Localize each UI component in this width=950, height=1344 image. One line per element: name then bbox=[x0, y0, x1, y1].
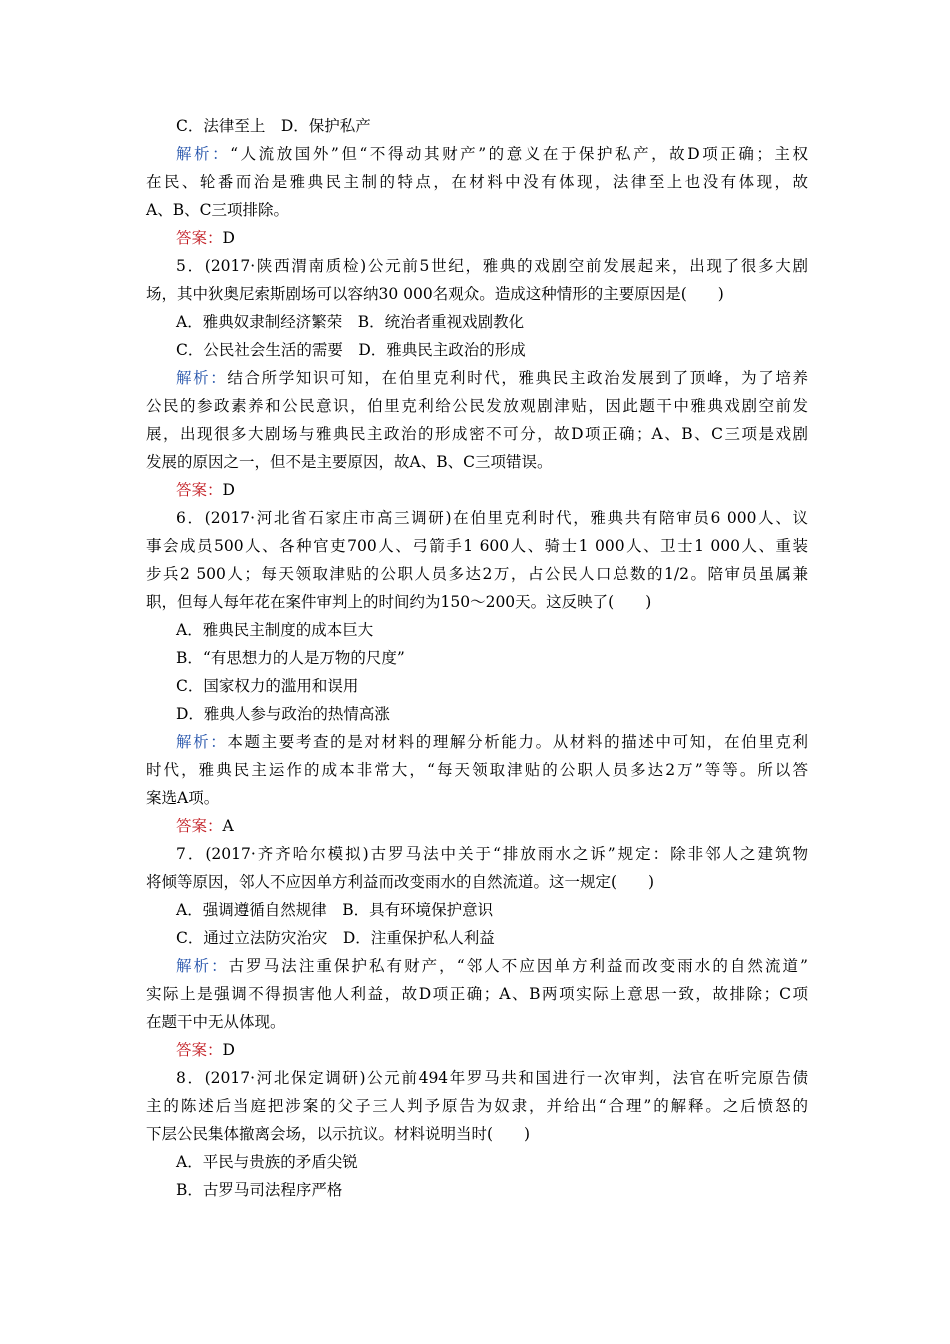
q6-option-c: C．国家权力的滥用和误用 bbox=[176, 677, 359, 695]
q6-option-b: B．“有思想力的人是万物的尺度” bbox=[176, 649, 405, 667]
q8-option-b: B．古罗马司法程序严格 bbox=[176, 1181, 343, 1199]
answer-value: D bbox=[222, 481, 235, 499]
q4-analysis-line-3: A、B、C三项排除。 bbox=[146, 201, 289, 219]
answer-value: D bbox=[222, 229, 235, 247]
q7-analysis-line-1: 解析：古罗马法注重保护私有财产，“邻人不应因单方利益而改变雨水的自然流道” bbox=[176, 957, 808, 975]
q5-analysis-line-2: 公民的参政素养和公民意识，伯里克利给公民发放观剧津贴，因此题干中雅典戏剧空前发 bbox=[146, 397, 808, 415]
analysis-label: 解析： bbox=[176, 733, 228, 751]
q7-stem-line-2: 将倾等原因，邻人不应因单方利益而改变雨水的自然流道。这一规定( ) bbox=[146, 873, 655, 891]
q5-analysis-line-3: 展，出现很多大剧场与雅典民主政治的形成密不可分，故D项正确；A、B、C三项是戏剧 bbox=[146, 425, 808, 443]
q4-analysis-line-1: 解析：“人流放国外”但“不得动其财产”的意义在于保护私产，故D项正确；主权 bbox=[176, 145, 808, 163]
q6-option-a: A．雅典民主制度的成本巨大 bbox=[176, 621, 374, 639]
q7-options-ab: A．强调遵循自然规律 B．具有环境保护意识 bbox=[176, 901, 494, 919]
q7-options-cd: C．通过立法防灾治灾 D．注重保护私人利益 bbox=[176, 929, 495, 947]
q8-option-a: A．平民与贵族的矛盾尖锐 bbox=[176, 1153, 358, 1171]
q6-answer bbox=[146, 812, 808, 840]
q7-analysis-line-2: 实际上是强调不得损害他人利益，故D项正确；A、B两项实际上意思一致，故排除；C项 bbox=[146, 985, 808, 1003]
q8-stem-line-3: 下层公民集体撤离会场，以示抗议。材料说明当时( ) bbox=[146, 1125, 531, 1143]
q5-options-cd: C．公民社会生活的需要 D．雅典民主政治的形成 bbox=[176, 341, 526, 359]
q5-options-ab: A．雅典奴隶制经济繁荣 B．统治者重视戏剧教化 bbox=[176, 313, 525, 331]
answer-label: 答案： bbox=[176, 229, 223, 247]
q5-stem-line-2: 场，其中狄奥尼索斯剧场可以容纳30 000名观众。造成这种情形的主要原因是( ) bbox=[146, 285, 724, 303]
analysis-label: 解析： bbox=[176, 369, 228, 387]
q8-stem-line-1: 8．(2017·河北保定调研)公元前494年罗马共和国进行一次审判，法官在听完原告债 bbox=[176, 1069, 808, 1087]
document-page bbox=[146, 112, 808, 1204]
q6-analysis-line-2: 时代，雅典民主运作的成本非常大，“每天领取津贴的公职人员多达2万”等等。所以答 bbox=[146, 761, 808, 779]
q5-answer bbox=[146, 476, 808, 504]
q5-analysis-line-4: 发展的原因之一，但不是主要原因，故A、B、C三项错误。 bbox=[146, 453, 553, 471]
analysis-label: 解析： bbox=[176, 957, 229, 975]
q6-option-d: D．雅典人参与政治的热情高涨 bbox=[176, 705, 390, 723]
q4-options-cd: C．法律至上 D．保护私产 bbox=[176, 117, 371, 135]
q6-stem-line-4: 职，但每人每年花在案件审判上的时间约为150～200天。这反映了( ) bbox=[146, 593, 652, 611]
q6-stem-line-1: 6．(2017·河北省石家庄市高三调研)在伯里克利时代，雅典共有陪审员6 000人、议 bbox=[176, 509, 808, 527]
answer-value: D bbox=[222, 1041, 235, 1059]
q4-answer bbox=[146, 224, 808, 252]
q8-stem-line-2: 主的陈述后当庭把涉案的父子三人判予原告为奴隶，并给出“合理”的解释。之后愤怒的 bbox=[146, 1097, 808, 1115]
answer-value: A bbox=[222, 817, 234, 835]
q6-analysis-line-3: 案选A项。 bbox=[146, 789, 220, 807]
answer-label: 答案： bbox=[176, 481, 223, 499]
q5-stem-line-1: 5．(2017·陕西渭南质检)公元前5世纪，雅典的戏剧空前发展起来，出现了很多大剧 bbox=[176, 257, 808, 275]
q7-answer bbox=[146, 1036, 808, 1064]
q6-stem-line-2: 事会成员500人、各种官吏700人、弓箭手1 600人、骑士1 000人、卫士1 000人、重装 bbox=[146, 537, 808, 555]
q7-stem-line-1: 7．(2017·齐齐哈尔模拟)古罗马法中关于“排放雨水之诉”规定：除非邻人之建筑物 bbox=[176, 845, 808, 863]
q5-analysis-line-1: 解析：结合所学知识可知，在伯里克利时代，雅典民主政治发展到了顶峰，为了培养 bbox=[176, 369, 808, 387]
answer-label: 答案： bbox=[176, 1041, 223, 1059]
analysis-label: 解析： bbox=[176, 145, 231, 163]
q6-analysis-line-1: 解析：本题主要考查的是对材料的理解分析能力。从材料的描述中可知，在伯里克利 bbox=[176, 733, 808, 751]
q4-analysis-line-2: 在民、轮番而治是雅典民主制的特点，在材料中没有体现，法律至上也没有体现，故 bbox=[146, 173, 808, 191]
answer-label: 答案： bbox=[176, 817, 223, 835]
q7-analysis-line-3: 在题干中无从体现。 bbox=[146, 1013, 286, 1031]
q6-stem-line-3: 步兵2 500人；每天领取津贴的公职人员多达2万，占公民人口总数的1/2。陪审员虽属兼 bbox=[146, 565, 808, 583]
